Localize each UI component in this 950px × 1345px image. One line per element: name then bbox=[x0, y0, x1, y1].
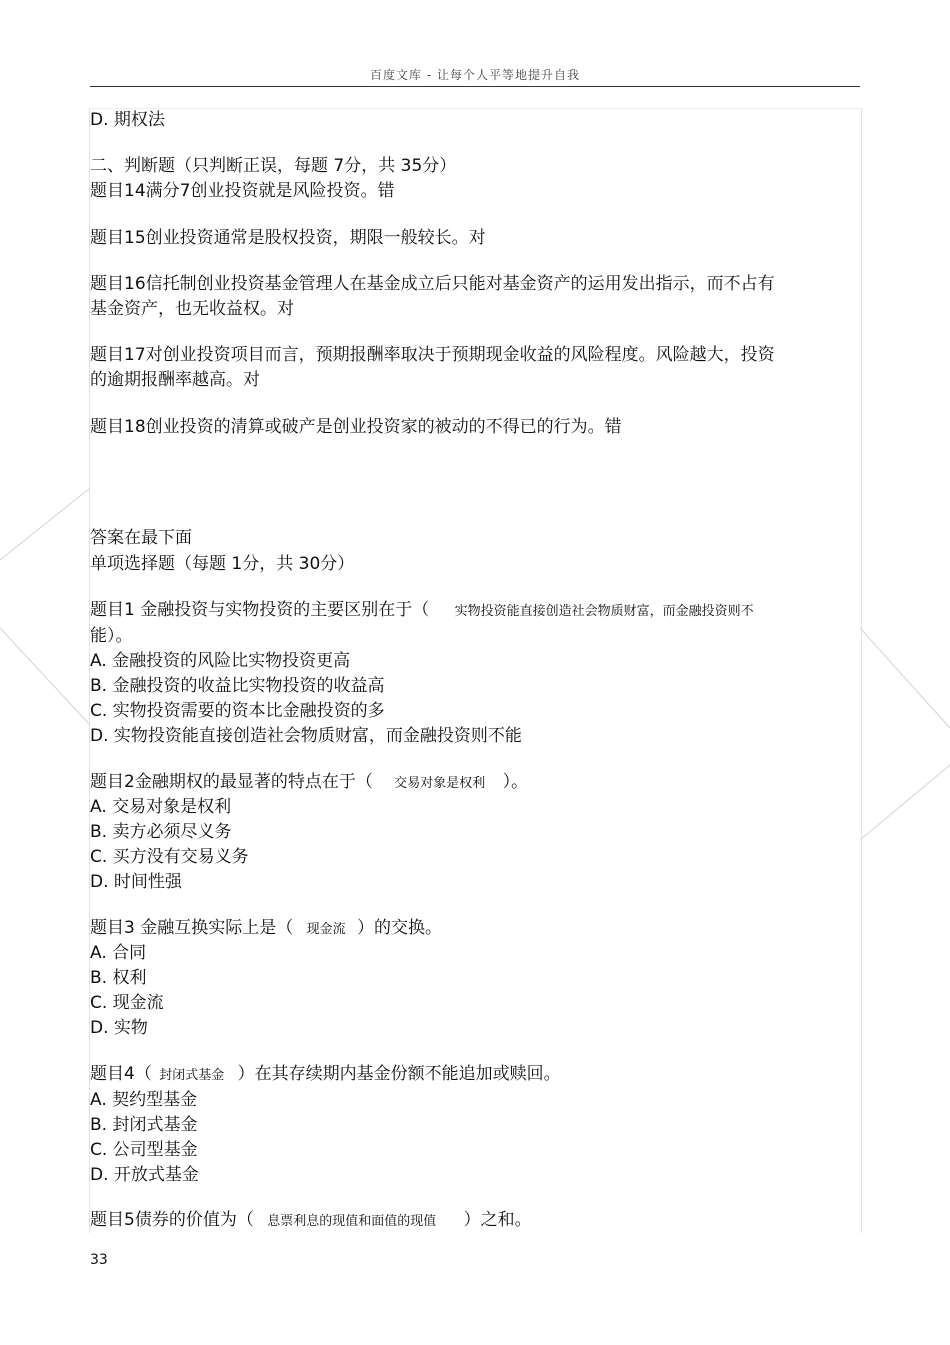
question-2-answer: 交易对象是权利 bbox=[394, 776, 486, 791]
answer-note: 答案在最下面 bbox=[90, 528, 192, 548]
q4-option-d: D. 开放式基金 bbox=[90, 1165, 199, 1185]
question-5-answer: 息票利息的现值和面值的现值 bbox=[267, 1214, 437, 1229]
page-header: 百度文库 - 让每个人平等地提升自我 bbox=[370, 68, 580, 82]
question-2-end: ）。 bbox=[502, 772, 529, 792]
q2-option-a: A. 交易对象是权利 bbox=[90, 797, 232, 817]
header-rule bbox=[90, 86, 860, 87]
question-1-stem: 题目1 金融投资与实物投资的主要区别在于（ bbox=[90, 600, 430, 620]
question-16-line1: 题目16信托制创业投资基金管理人在基金成立后只能对基金资产的运用发出指示，而不占有 bbox=[90, 274, 775, 294]
question-15: 题目15创业投资通常是股权投资，期限一般较长。对 bbox=[90, 228, 486, 248]
question-1-line2: 能）。 bbox=[90, 626, 133, 646]
q1-option-a: A. 金融投资的风险比实物投资更高 bbox=[90, 651, 351, 671]
question-16-line2: 基金资产，也无收益权。对 bbox=[90, 299, 294, 319]
question-14: 题目14满分7创业投资就是风险投资。错 bbox=[90, 181, 395, 201]
section-single-choice-heading: 单项选择题（每题 1分，共 30分） bbox=[90, 554, 355, 574]
q3-option-a: A. 合同 bbox=[90, 943, 147, 963]
q4-option-b: B. 封闭式基金 bbox=[90, 1115, 198, 1135]
q3-option-c: C. 现金流 bbox=[90, 993, 164, 1013]
q1-option-d: D. 实物投资能直接创造社会物质财富，而金融投资则不能 bbox=[90, 726, 522, 746]
question-5-end: ）之和。 bbox=[463, 1210, 532, 1230]
section-true-false-heading: 二、判断题（只判断正误，每题 7分，共 35分） bbox=[90, 156, 457, 176]
question-1-line1 bbox=[90, 600, 754, 622]
question-3-answer: 现金流 bbox=[306, 922, 346, 937]
question-4-end: ）在其存续期内基金份额不能追加或赎回。 bbox=[237, 1064, 561, 1084]
question-5 bbox=[90, 1210, 532, 1232]
question-2 bbox=[90, 772, 528, 794]
q3-option-d: D. 实物 bbox=[90, 1018, 148, 1038]
option-d-prev: D. 期权法 bbox=[90, 110, 165, 130]
question-3-end: ）的交换。 bbox=[357, 918, 443, 938]
question-18: 题目18创业投资的清算或破产是创业投资家的被动的不得已的行为。错 bbox=[90, 417, 622, 437]
question-3-stem: 题目3 金融互换实际上是（ bbox=[90, 918, 294, 938]
page-number: 33 bbox=[90, 1252, 108, 1268]
question-4 bbox=[90, 1064, 561, 1086]
q4-option-a: A. 契约型基金 bbox=[90, 1090, 198, 1110]
q1-option-b: B. 金融投资的收益比实物投资的收益高 bbox=[90, 676, 385, 696]
question-2-stem: 题目2金融期权的最显著的特点在于（ bbox=[90, 772, 373, 792]
q1-option-c: C. 实物投资需要的资本比金融投资的多 bbox=[90, 701, 385, 721]
q3-option-b: B. 权利 bbox=[90, 968, 147, 988]
q2-option-d: D. 时间性强 bbox=[90, 872, 182, 892]
question-3 bbox=[90, 918, 442, 940]
q2-option-b: B. 卖方必须尽义务 bbox=[90, 822, 232, 842]
question-17-line1: 题目17对创业投资项目而言，预期报酬率取决于预期现金收益的风险程度。风险越大，投资 bbox=[90, 345, 775, 365]
question-5-stem: 题目5债券的价值为（ bbox=[90, 1210, 254, 1230]
question-4-answer: 封闭式基金 bbox=[159, 1068, 225, 1083]
question-1-answer: 实物投资能直接创造社会物质财富，而金融投资则不 bbox=[454, 604, 754, 619]
q2-option-c: C. 买方没有交易义务 bbox=[90, 847, 249, 867]
question-4-stem: 题目4（ bbox=[90, 1064, 152, 1084]
q4-option-c: C. 公司型基金 bbox=[90, 1140, 198, 1160]
question-17-line2: 的逾期报酬率越高。对 bbox=[90, 370, 260, 390]
